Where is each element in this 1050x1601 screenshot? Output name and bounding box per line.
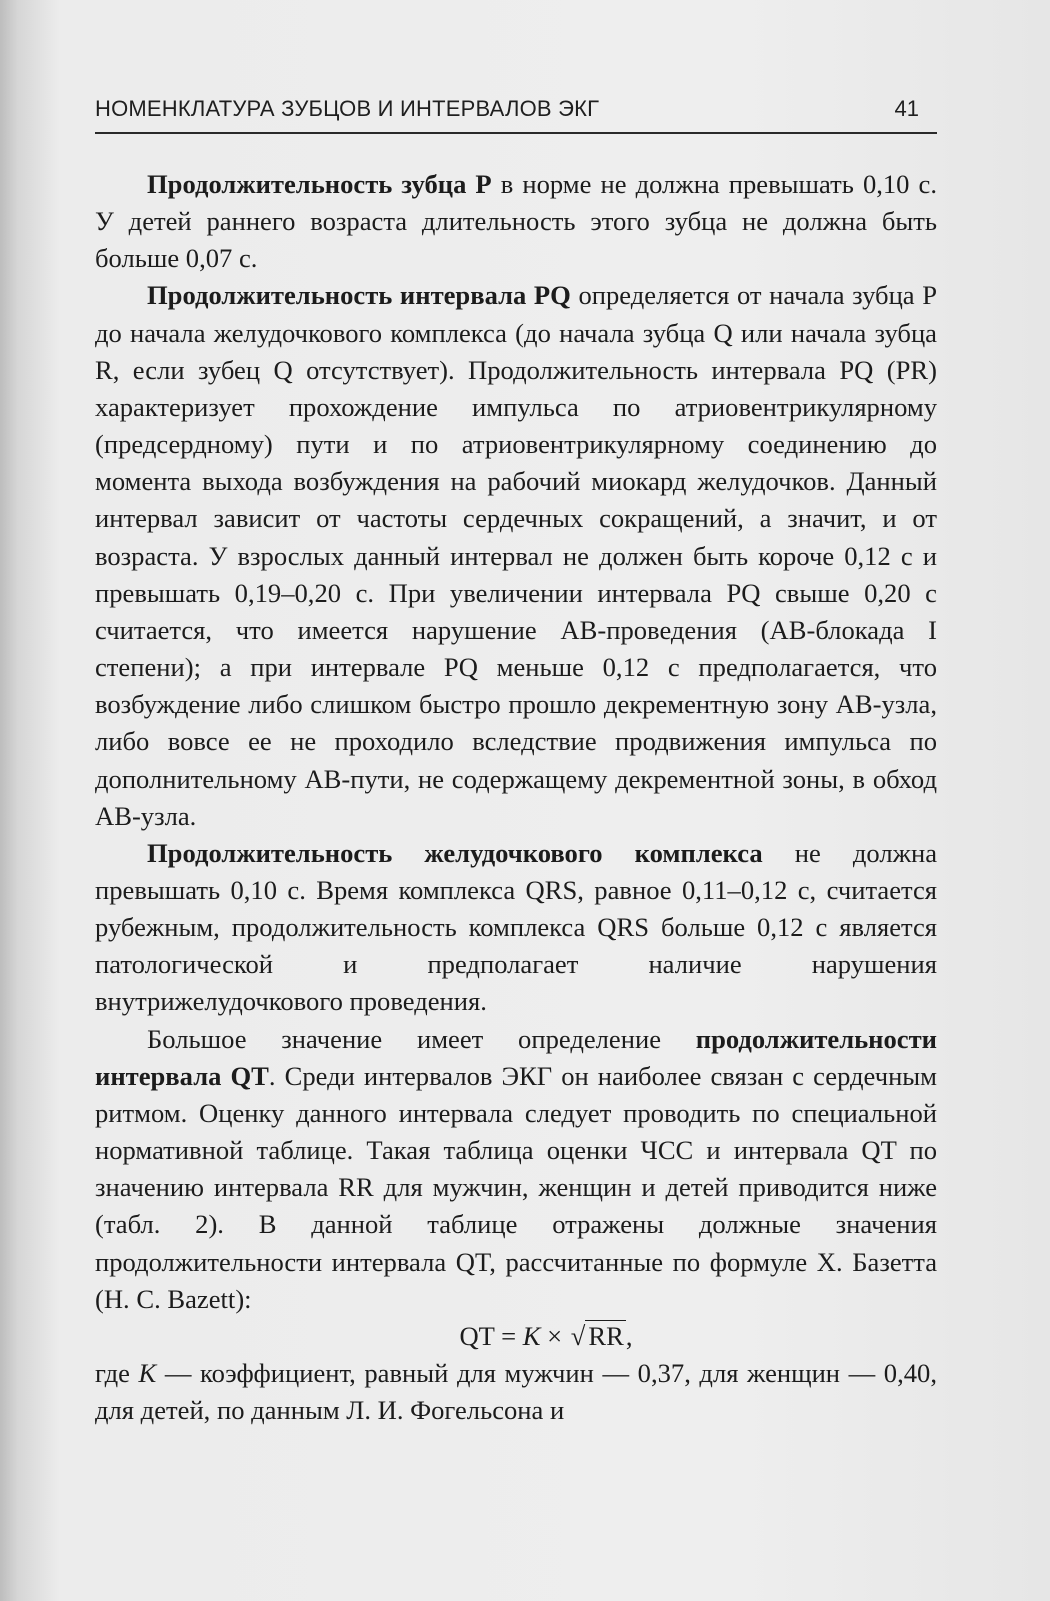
body-text (95, 166, 937, 1429)
formula-coefficient: K (522, 1320, 541, 1351)
paragraph-qrs-complex (95, 835, 937, 1021)
formula-sqrt (569, 1318, 626, 1355)
paragraph-text: определяется от начала зубца P до начала желудочкового комплекса (до начала зубца Q или начала зубца R, если зубец Q отсутствует). Продолжительность интервала PQ (PR) характеризует прохождение импульса по атриовентрикулярному (предсердному) пути и по атриовентрикулярному соединению до момента выхода возбуждения на рабочий миокард желудочков. Данный интервал зависит от частоты сердечных сокращений, а значит, и от возраста. У взрослых данный интервал не должен быть короче 0,12 с и превышать 0,19–0,20 с. При увеличении интервала PQ свыше 0,20 с считается, что имеется нарушение АВ-проведения (АВ-блокада I степени); а при интервале PQ меньше 0,12 с предполагается, что возбуждение либо слишком быстро прошло декрементную зону АВ-узла, либо вовсе ее не проходило вследствие продвижения импульса по дополнительному АВ-пути, не содержащему декрементной зоны, в обход АВ-узла. (95, 280, 937, 831)
formula-radicand: RR (585, 1320, 625, 1351)
paragraph-pq-interval (95, 277, 937, 834)
formula-times: × (540, 1320, 569, 1351)
term-p-wave: Продолжительность зубца P (147, 169, 492, 199)
paragraph-text: Большое значение имеет определение (147, 1023, 696, 1054)
coefficient-symbol: K (138, 1358, 157, 1388)
page-number: 41 (894, 96, 919, 121)
paragraph-qt-interval (95, 1021, 937, 1318)
paragraph-p-wave (95, 166, 937, 277)
formula-lhs: QT = (459, 1320, 523, 1351)
paragraph-text: . Среди интервалов ЭКГ он наиболее связан с сердечным ритмом. Оценку данного интервала следует проводить по специальной нормативной таблице. Такая таблица оценки ЧСС и интервала QT по значению интервала RR для мужчин, женщин и детей приводится ниже (табл. 2). В данной таблице отражены должные значения продолжительности интервала QT, рассчитанные по формуле Х. Базетта (H. C. Bazett): (95, 1060, 937, 1314)
running-header (95, 92, 937, 134)
term-qt-interval: продолжительности интервала QT (95, 1023, 937, 1091)
formula-end: , (625, 1320, 633, 1351)
paragraph-text: в норме не должна превышать 0,10 с. У детей раннего возраста длительность этого зубца не должна быть больше 0,07 с. (95, 169, 937, 274)
term-pq-interval: Продолжительность интервала PQ (147, 280, 571, 311)
paragraph-text: не должна превышать 0,10 с. Время комплекса QRS, равное 0,11–0,12 с, считается рубежным, продолжительность комплекса QRS больше 0,12 с является патологической и предполагает наличие нарушения внутрижелудочкового проведения. (95, 837, 937, 1017)
term-qrs-complex: Продолжительность желудочкового комплекса (147, 837, 763, 868)
sqrt-sign: √ (570, 1320, 586, 1351)
paragraph-text: где (95, 1358, 139, 1388)
paragraph-coefficient (95, 1355, 937, 1429)
bazett-formula (95, 1318, 937, 1355)
paragraph-text: — коэффициент, равный для мужчин — 0,37, для женщин — 0,40, для детей, по данным Л. И. Фогельсона и (95, 1358, 937, 1426)
header-title: НОМЕНКЛАТУРА ЗУБЦОВ И ИНТЕРВАЛОВ ЭКГ (95, 96, 600, 121)
